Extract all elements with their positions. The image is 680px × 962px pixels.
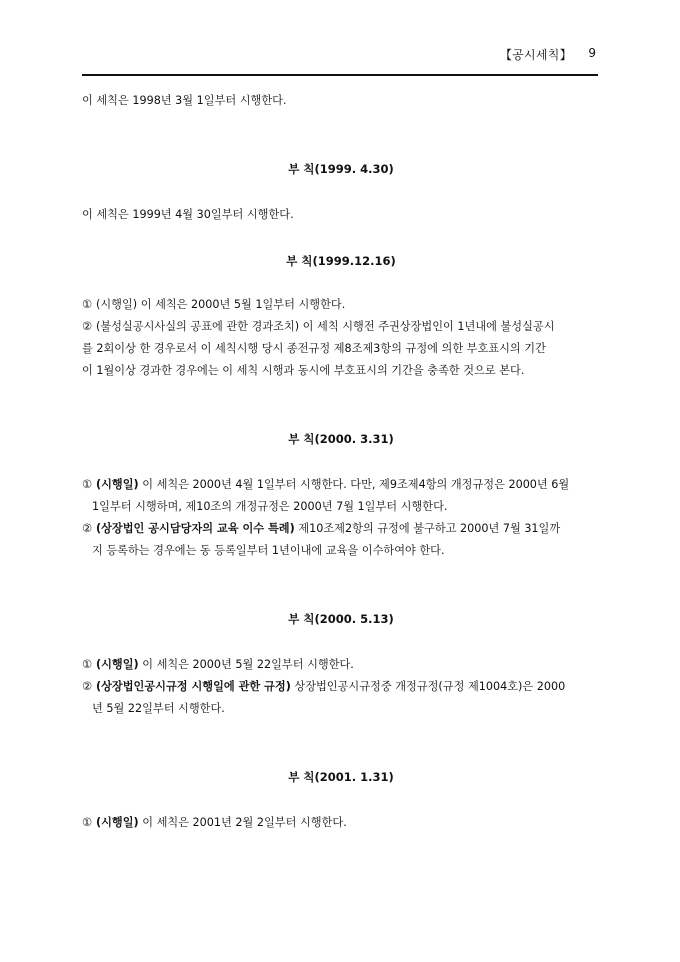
page-header — [82, 44, 598, 76]
s1-text: 이 세칙은 1998년 3월 1일부터 시행한다. — [82, 94, 287, 107]
s6-item-1-text: 이 세칙은 2001년 2월 2일부터 시행한다. — [138, 816, 347, 829]
s5-item-2-label: (상장법인공시규정 시행일에 관한 규정) — [96, 680, 291, 693]
s4-item-2-number: ② — [82, 522, 93, 535]
s3-item-2-line-1: (불성실공시사실의 공표에 관한 경과조치) 이 세칙 시행전 주권상장법인이 1년내에 불성실공시 — [96, 320, 555, 333]
s4-item-1-line-1: 이 세칙은 2000년 4월 1일부터 시행한다. 다만, 제9조제4항의 개정규정은 2000년 6월 — [138, 478, 570, 491]
s5-item-2-line-2: 년 5월 22일부터 시행한다. — [92, 702, 225, 715]
s4-item-1-number: ① — [82, 478, 93, 491]
s5-item-1-number: ① — [82, 658, 93, 671]
s3-item-2-number: ② — [82, 320, 93, 333]
s2-heading: 부 칙(1999. 4.30) — [288, 162, 394, 176]
s4-item-2 — [82, 518, 600, 540]
s5-item-1-text: 이 세칙은 2000년 5월 22일부터 시행한다. — [138, 658, 354, 671]
s5-item-2-line-1: 상장법인공시규정중 개정규정(규정 제1004호)은 2000 — [290, 680, 566, 693]
s5-item-2-number: ② — [82, 680, 93, 693]
s3-heading: 부 칙(1999.12.16) — [286, 254, 396, 268]
s4-item-2-line-2: 지 등록하는 경우에는 동 등록일부터 1년이내에 교육을 이수하여야 한다. — [92, 544, 445, 557]
s6-item-1 — [82, 812, 600, 834]
s4-item-1-label: (시행일) — [96, 478, 139, 491]
s4-item-2-label: (상장법인 공시담당자의 교육 이수 특례) — [96, 522, 295, 535]
header-section-title: 【공시세칙】 — [499, 48, 572, 62]
s5-item-2 — [82, 676, 600, 698]
s4-item-1-line-2: 1일부터 시행하며, 제10조의 개정규정은 2000년 7월 1일부터 시행한다. — [92, 500, 448, 513]
s6-item-1-number: ① — [82, 816, 93, 829]
s3-item-2 — [82, 316, 600, 338]
s3-item-2-line-3: 이 1월이상 경과한 경우에는 이 세칙 시행과 동시에 부호표시의 기간을 충족한 것으로 본다. — [82, 364, 525, 377]
s5-heading: 부 칙(2000. 5.13) — [288, 612, 394, 626]
s4-item-1 — [82, 474, 600, 496]
s4-heading: 부 칙(2000. 3.31) — [288, 432, 394, 446]
document-body — [82, 90, 600, 834]
s5-item-1-label: (시행일) — [96, 658, 139, 671]
s2-text: 이 세칙은 1999년 4월 30일부터 시행한다. — [82, 208, 294, 221]
s4-item-2-line-1: 제10조제2항의 규정에 불구하고 2000년 7월 31일까 — [294, 522, 561, 535]
s5-item-1 — [82, 654, 600, 676]
s3-item-1-number: ① — [82, 298, 93, 311]
page-number: 9 — [588, 46, 596, 60]
s3-item-1 — [82, 294, 600, 316]
s6-heading: 부 칙(2001. 1.31) — [288, 770, 394, 784]
s6-item-1-label: (시행일) — [96, 816, 139, 829]
s3-item-2-line-2: 를 2회이상 한 경우로서 이 세칙시행 당시 종전규정 제8조제3항의 규정에 의한 부호표시의 기간 — [82, 342, 546, 355]
s3-item-1-text: (시행일) 이 세칙은 2000년 5월 1일부터 시행한다. — [96, 298, 346, 311]
